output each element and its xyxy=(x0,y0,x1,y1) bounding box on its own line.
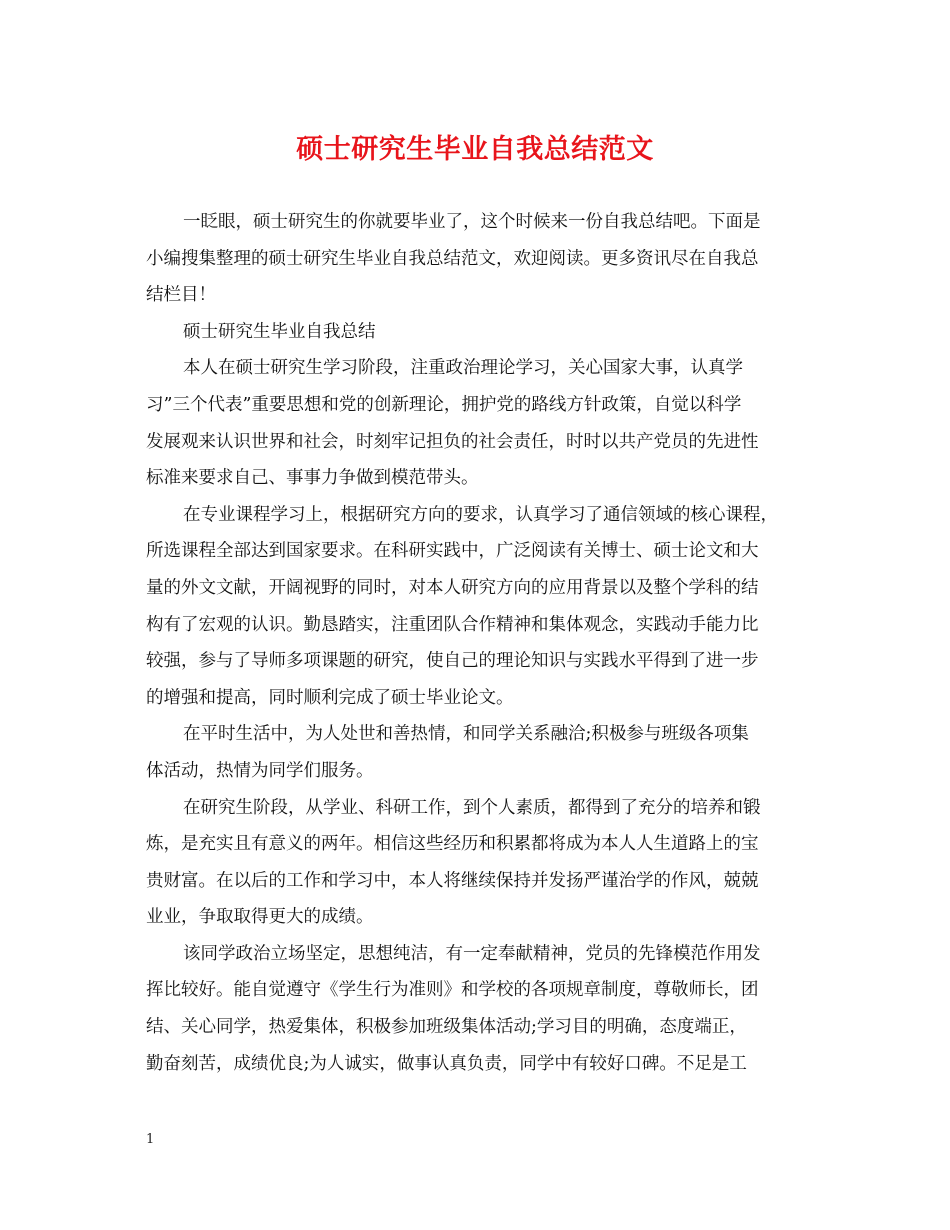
body-line: 贵财富。在以后的工作和学习中，本人将继续保持并发扬严谨治学的作风，兢兢 xyxy=(146,870,759,891)
body-line: 小编搜集整理的硕士研究生毕业自我总结范文，欢迎阅读。更多资讯尽在自我总 xyxy=(146,248,759,269)
body-line: 的增强和提高，同时顺利完成了硕士毕业论文。 xyxy=(146,687,514,708)
body-line: 量的外文文献，开阔视野的同时，对本人研究方向的应用背景以及整个学科的结 xyxy=(146,577,759,598)
body-line: 挥比较好。能自觉遵守《学生行为准则》和学校的各项规章制度，尊敬师长，团 xyxy=(146,980,759,1001)
body-line: 本人在硕士研究生学习阶段，注重政治理论学习，关心国家大事，认真学 xyxy=(183,358,743,379)
body-line: 较强，参与了导师多项课题的研究，使自己的理论知识与实践水平得到了进一步 xyxy=(146,651,759,672)
document-body xyxy=(146,204,806,1082)
body-line: 结、关心同学，热爱集体，积极参加班级集体活动;学习目的明确，态度端正， xyxy=(146,1017,747,1038)
body-line: 业业，争取取得更大的成绩。 xyxy=(146,907,374,928)
body-line: 炼，是充实且有意义的两年。相信这些经历和积累都将成为本人人生道路上的宝 xyxy=(146,834,759,855)
body-line: 一眨眼，硕士研究生的你就要毕业了，这个时候来一份自我总结吧。下面是 xyxy=(183,212,761,232)
body-line: 体活动，热情为同学们服务。 xyxy=(146,760,374,781)
body-line: 结栏目！ xyxy=(146,285,216,306)
body-line: 构有了宏观的认识。勤恳踏实，注重团队合作精神和集体观念，实践动手能力比 xyxy=(146,614,759,635)
body-line: 在平时生活中，为人处世和善热情，和同学关系融洽;积极参与班级各项集 xyxy=(183,724,749,745)
body-line: 所选课程全部达到国家要求。在科研实践中，广泛阅读有关博士、硕士论文和大 xyxy=(146,541,759,562)
section-heading: 硕士研究生毕业自我总结 xyxy=(183,321,376,342)
body-line: 习”三个代表”重要思想和党的创新理论，拥护党的路线方针政策，自觉以科学 xyxy=(146,394,742,415)
body-line: 在研究生阶段，从学业、科研工作，到个人素质，都得到了充分的培养和锻 xyxy=(183,797,761,818)
body-line: 标准来要求自己、事事力争做到模范带头。 xyxy=(146,468,479,489)
page-number: 1 xyxy=(146,1132,155,1147)
body-line: 发展观来认识世界和社会，时刻牢记担负的社会责任，时时以共产党员的先进性 xyxy=(146,431,759,452)
body-line: 在专业课程学习上，根据研究方向的要求，认真学习了通信领域的核心课程， xyxy=(183,504,778,525)
body-line: 勤奋刻苦，成绩优良;为人诚实，做事认真负责，同学中有较好口碑。不足是工 xyxy=(146,1053,747,1074)
body-line: 该同学政治立场坚定，思想纯洁，有一定奉献精神，党员的先锋模范作用发 xyxy=(183,943,761,964)
document-title: 硕士研究生毕业自我总结范文 xyxy=(296,134,654,165)
